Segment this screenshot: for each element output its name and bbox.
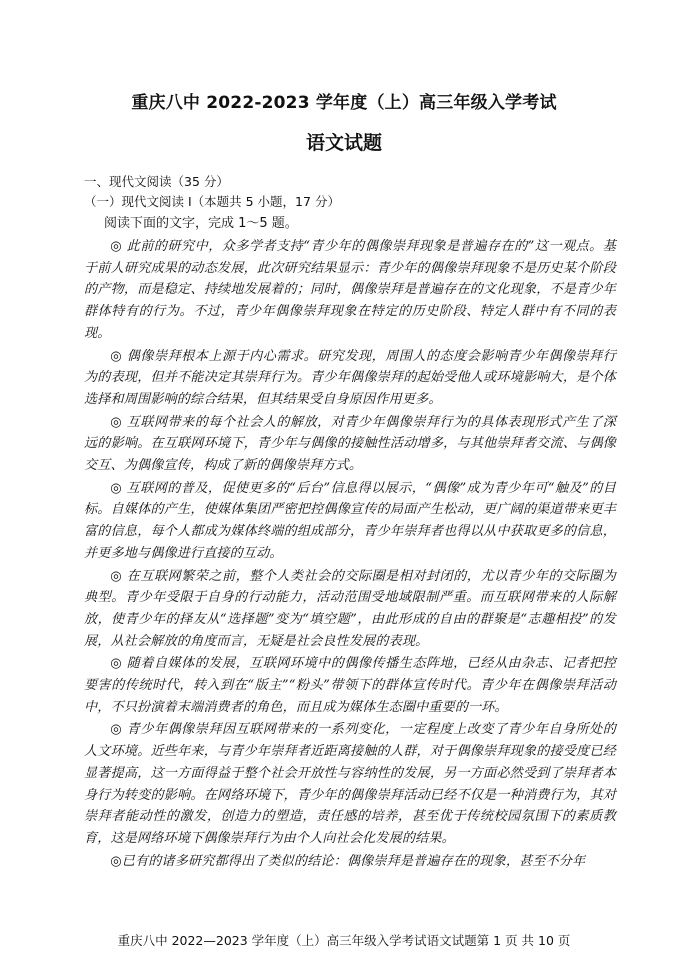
passage-paragraph: ◎ 互联网的普及，促使更多的“后台”信息得以展示，“偶像”成为青少年可“触及”的目标。自媒体的产生，使媒体集团严密把控偶像宣传的局面产生松动，更广阔的渠道带来更丰富的信息，每个人都成为媒体终端的组成部分，青少年崇拜者也得以从中获取更多的信息，并更多地与偶像进行直接的互动。 [84,480,616,561]
passage-paragraph: ◎ 互联网带来的每个社会人的解放，对青少年偶像崇拜行为的具体表现形式产生了深远的影响。在互联网环境下，青少年与偶像的接触性活动增多，与其他崇拜者交流、与偶像交互、为偶像宣传，构成了新的偶像崇拜方式。 [84,414,616,474]
subsection-heading: （一）现代文阅读 I（本题共 5 小题，17 分） [84,194,340,209]
passage-paragraph: ◎ 偶像崇拜根本上源于内心需求。研究发现，周围人的态度会影响青少年偶像崇拜行为的表现，但并不能决定其崇拜行为。青少年偶像崇拜的起始受他人或环境影响大，是个体选择和周围影响的综合结果，但其结果受自身原因作用更多。 [84,348,616,407]
exam-title: 重庆八中 2022-2023 学年度（上）高三年级入学考试 [131,93,557,113]
reading-instruction: 阅读下面的文字，完成 1～5 题。 [104,216,298,231]
section-heading: 一、现代文阅读（35 分） [84,174,229,189]
subject-title: 语文试题 [305,132,382,154]
passage-paragraph: ◎已有的诸多研究都得出了类似的结论：偶像崇拜是普遍存在的现象，甚至不分年 [110,853,586,869]
passage-paragraph: ◎ 在互联网繁荣之前，整个人类社会的交际圈是相对封闭的，尤以青少年的交际圈为典型。青少年受限于自身的行动能力，活动范围受地域限制严重。而互联网带来的人际解放，使青少年的择友从“选择题”变为“填空题”，由此形成的自由的群聚是“志趣相投”的发展，从社会解放的角度而言，无疑是社会良性发展的表现。 [84,568,616,649]
page-footer: 重庆八中 2022—2023 学年度（上）高三年级入学考试语文试题第 1 页 共 10 页 [117,933,571,948]
passage-paragraph: ◎ 随着自媒体的发展，互联网环境中的偶像传播生态阵地，已经从由杂志、记者把控要害的传统时代，转入到在“版主”“粉头”带领下的群体宣传时代。青少年在偶像崇拜活动中，不只扮演着末端消费者的角色，而且成为媒体生态圈中重要的一环。 [84,656,616,715]
reading-passage [84,236,616,873]
passage-paragraph: ◎ 青少年偶像崇拜因互联网带来的一系列变化，一定程度上改变了青少年自身所处的人文环境。近些年来，与青少年崇拜者近距离接触的人群，对于偶像崇拜现象的接受度已经显著提高，这一方面得益于整个社会开放性与容纳性的发展，另一方面必然受到了崇拜者本身行为转变的影响。在网络环境下，青少年的偶像崇拜活动已经不仅是一种消费行为，其对崇拜者能动性的激发，创造力的塑造，责任感的培养，甚至优于传统校园氛围下的素质教育，这是网络环境下偶像崇拜行为由个人向社会化发展的结果。 [84,722,616,846]
passage-paragraph: ◎ 此前的研究中，众多学者支持“青少年的偶像崇拜现象是普遍存在的”这一观点。基于前人研究成果的动态发展，此次研究结果显示：青少年的偶像崇拜现象不是历史某个阶段的产物，而是稳定、持续地发展着的；同时，偶像崇拜是普遍存在的文化现象，不是青少年群体特有的行为。不过，青少年偶像崇拜现象在特定的历史阶段、特定人群中有不同的表现。 [84,239,616,341]
